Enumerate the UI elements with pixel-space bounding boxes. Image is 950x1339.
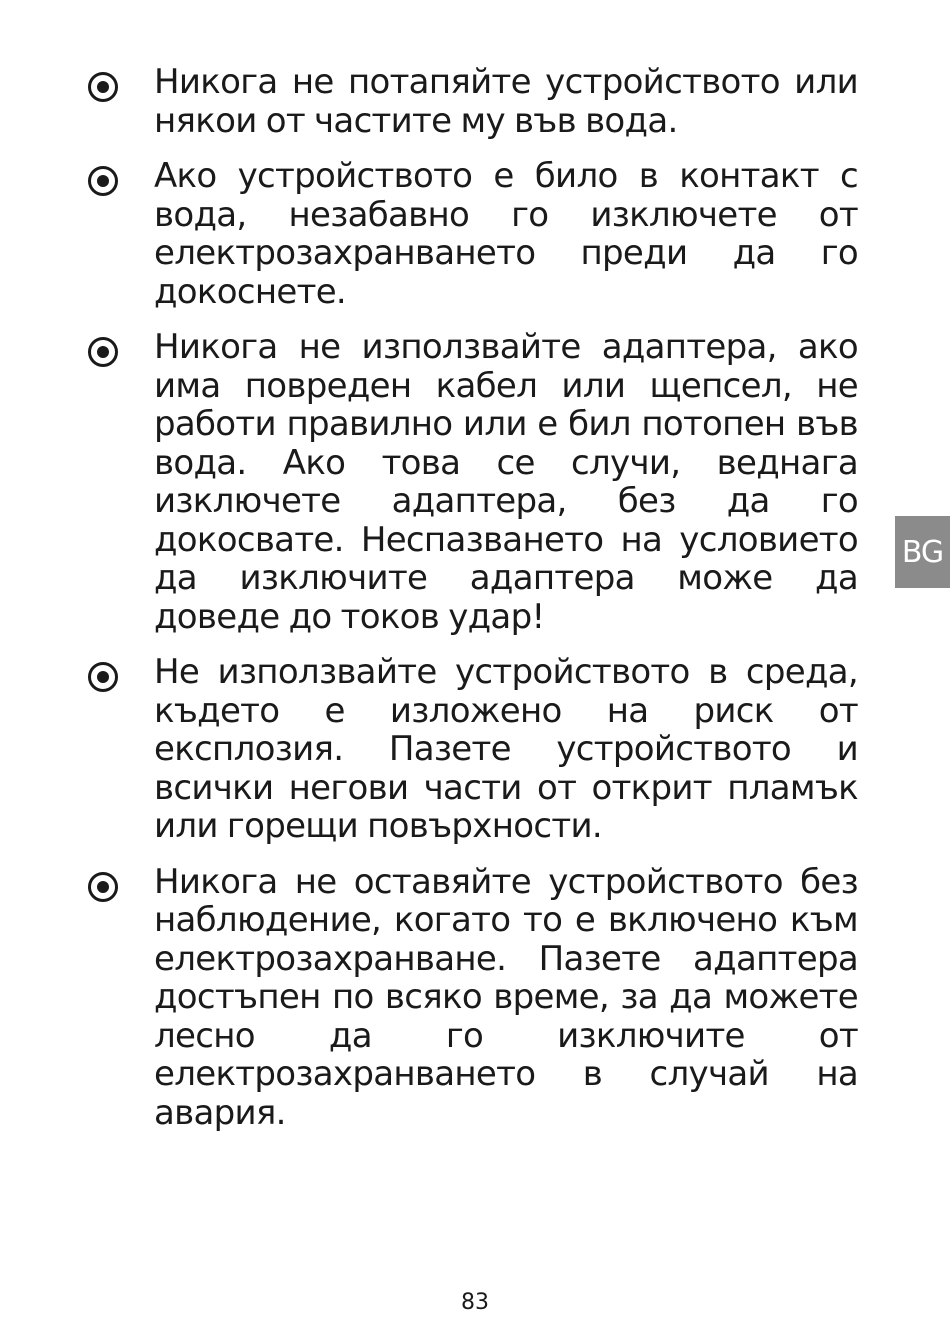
safety-instructions-list xyxy=(88,63,858,1149)
language-tab-label: BG xyxy=(901,534,944,570)
radio-bullet-icon xyxy=(88,166,118,196)
list-item xyxy=(88,863,858,1133)
radio-bullet-icon xyxy=(88,872,118,902)
page-number: 83 xyxy=(461,1290,489,1315)
radio-bullet-icon xyxy=(88,662,118,692)
list-item xyxy=(88,328,858,636)
instruction-text: Никога не използвайте адаптера, ако има повреден кабел или щепсел, не работи правилно или е бил потопен във вода. Ако това се случи, веднага изключете адаптера, без да го докосвате. Неспазването на условието да изключите адаптера може да доведе до токов удар! xyxy=(154,327,858,637)
language-tab xyxy=(895,516,950,588)
list-item xyxy=(88,157,858,311)
list-item xyxy=(88,63,858,140)
instruction-text: Никога не потапяйте устройството или някои от частите му във вода. xyxy=(154,62,858,141)
list-item xyxy=(88,653,858,846)
radio-bullet-icon xyxy=(88,337,118,367)
instruction-text: Ако устройството е било в контакт с вода, незабавно го изключете от електрозахранването преди да го докоснете. xyxy=(154,156,858,312)
instruction-text: Никога не оставяйте устройството без наблюдение, когато то е включено към електрозахранване. Пазете адаптера достъпен по всяко време, за да можете лесно да го изключите от електрозахранването в случай на авария. xyxy=(154,861,858,1133)
instruction-text: Не използвайте устройството в среда, където е изложено на риск от експлозия. Пазете устройството и всички негови части от открит пламък или горещи повърхности. xyxy=(154,652,858,846)
radio-bullet-icon xyxy=(88,72,118,102)
